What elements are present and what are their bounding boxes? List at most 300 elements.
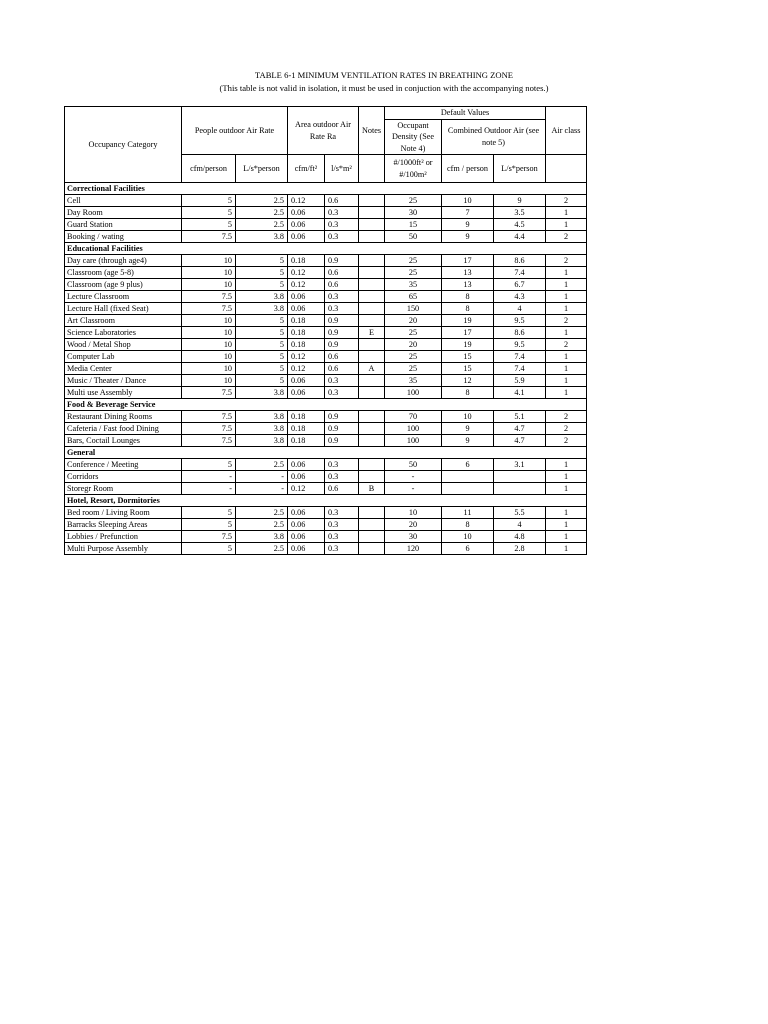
- section-header-row: [65, 495, 587, 507]
- header-unit-cfm-ft2: cfm/ft²: [288, 155, 325, 183]
- cell-combined-cfm: [442, 483, 494, 495]
- cell-combined-ls: 9.5: [494, 315, 546, 327]
- cell-cfm-ft2: 0.06: [288, 507, 325, 519]
- cell-combined-ls: 3.5: [494, 207, 546, 219]
- cell-cfm-person: 10: [182, 339, 236, 351]
- cell-air-class: 1: [546, 363, 587, 375]
- cell-ls-person: -: [236, 483, 288, 495]
- cell-combined-cfm: 9: [442, 231, 494, 243]
- cell-ls-person: 5: [236, 255, 288, 267]
- cell-ls-person: 3.8: [236, 291, 288, 303]
- table-row: [65, 375, 587, 387]
- cell-cfm-person: 7.5: [182, 291, 236, 303]
- section-header-row: [65, 183, 587, 195]
- cell-cfm-person: 7.5: [182, 423, 236, 435]
- cell-cfm-person: -: [182, 471, 236, 483]
- table-row: [65, 531, 587, 543]
- cell-cfm-person: 5: [182, 459, 236, 471]
- cell-ls-person: -: [236, 471, 288, 483]
- cell-ls-m2: 0.3: [325, 231, 359, 243]
- cell-cfm-ft2: 0.06: [288, 459, 325, 471]
- cell-combined-cfm: [442, 471, 494, 483]
- cell-category: Classroom (age 9 plus): [65, 279, 182, 291]
- cell-combined-ls: [494, 483, 546, 495]
- cell-note: [359, 255, 385, 267]
- cell-combined-ls: 4: [494, 519, 546, 531]
- cell-cfm-ft2: 0.06: [288, 291, 325, 303]
- cell-note: B: [359, 483, 385, 495]
- cell-air-class: 1: [546, 219, 587, 231]
- cell-note: [359, 459, 385, 471]
- cell-cfm-ft2: 0.06: [288, 231, 325, 243]
- cell-density: 70: [385, 411, 442, 423]
- cell-density: 15: [385, 219, 442, 231]
- cell-cfm-person: 5: [182, 543, 236, 555]
- cell-air-class: 1: [546, 267, 587, 279]
- cell-ls-person: 5: [236, 375, 288, 387]
- cell-cfm-ft2: 0.18: [288, 435, 325, 447]
- cell-density: 65: [385, 291, 442, 303]
- cell-category: Multi use Assembly: [65, 387, 182, 399]
- cell-combined-ls: 9: [494, 195, 546, 207]
- cell-cfm-person: 5: [182, 219, 236, 231]
- table-row: [65, 195, 587, 207]
- cell-cfm-ft2: 0.06: [288, 543, 325, 555]
- cell-air-class: 2: [546, 411, 587, 423]
- cell-category: Cafeteria / Fast food Dining: [65, 423, 182, 435]
- cell-air-class: 1: [546, 471, 587, 483]
- cell-combined-cfm: 6: [442, 459, 494, 471]
- header-combined-outdoor-air: Combined Outdoor Air (see note 5): [442, 119, 546, 155]
- cell-air-class: 1: [546, 327, 587, 339]
- cell-category: Lecture Hall (fixed Seat): [65, 303, 182, 315]
- table-body: [65, 183, 587, 555]
- cell-density: 150: [385, 303, 442, 315]
- cell-air-class: 2: [546, 231, 587, 243]
- cell-cfm-ft2: 0.12: [288, 267, 325, 279]
- header-occupancy-category: Occupancy Category: [65, 107, 182, 183]
- cell-cfm-person: 7.5: [182, 411, 236, 423]
- cell-ls-person: 5: [236, 363, 288, 375]
- cell-category: Day care (through age4): [65, 255, 182, 267]
- cell-air-class: 2: [546, 339, 587, 351]
- cell-combined-cfm: 11: [442, 507, 494, 519]
- cell-note: [359, 315, 385, 327]
- table-row: [65, 471, 587, 483]
- cell-note: [359, 531, 385, 543]
- cell-ls-m2: 0.9: [325, 411, 359, 423]
- cell-ls-m2: 0.3: [325, 519, 359, 531]
- cell-air-class: 2: [546, 195, 587, 207]
- cell-category: Science Laboratories: [65, 327, 182, 339]
- cell-ls-person: 5: [236, 267, 288, 279]
- cell-category: Computer Lab: [65, 351, 182, 363]
- cell-air-class: 1: [546, 483, 587, 495]
- cell-cfm-person: 5: [182, 207, 236, 219]
- cell-density: -: [385, 483, 442, 495]
- header-air-class: Air class: [546, 107, 587, 155]
- header-unit-air-class-blank: [546, 155, 587, 183]
- cell-ls-m2: 0.9: [325, 327, 359, 339]
- cell-combined-cfm: 8: [442, 387, 494, 399]
- cell-combined-ls: 7.4: [494, 363, 546, 375]
- header-unit-ls-m2: l/s*m²: [325, 155, 359, 183]
- cell-ls-person: 3.8: [236, 531, 288, 543]
- table-row: [65, 279, 587, 291]
- table-row: [65, 303, 587, 315]
- cell-density: 100: [385, 423, 442, 435]
- header-area-outdoor-air-rate: Area outdoor Air Rate Ra: [288, 107, 359, 155]
- table-row: [65, 459, 587, 471]
- table-subtitle: (This table is not valid in isolation, it must be used in conjuction with the accompanying notes.): [219, 83, 549, 93]
- table-row: [65, 435, 587, 447]
- cell-ls-m2: 0.3: [325, 531, 359, 543]
- cell-ls-m2: 0.3: [325, 471, 359, 483]
- cell-ls-person: 5: [236, 339, 288, 351]
- cell-category: Wood / Metal Shop: [65, 339, 182, 351]
- cell-cfm-ft2: 0.12: [288, 363, 325, 375]
- cell-density: 25: [385, 363, 442, 375]
- cell-cfm-ft2: 0.06: [288, 375, 325, 387]
- cell-cfm-person: 7.5: [182, 531, 236, 543]
- cell-ls-m2: 0.9: [325, 339, 359, 351]
- cell-note: E: [359, 327, 385, 339]
- cell-category: Conference / Meeting: [65, 459, 182, 471]
- cell-combined-cfm: 13: [442, 267, 494, 279]
- cell-category: Music / Theater / Dance: [65, 375, 182, 387]
- cell-cfm-ft2: 0.18: [288, 315, 325, 327]
- cell-ls-m2: 0.3: [325, 291, 359, 303]
- cell-combined-cfm: 7: [442, 207, 494, 219]
- table-row: [65, 363, 587, 375]
- cell-note: [359, 423, 385, 435]
- cell-air-class: 2: [546, 435, 587, 447]
- cell-combined-cfm: 15: [442, 351, 494, 363]
- cell-density: -: [385, 471, 442, 483]
- cell-cfm-ft2: 0.06: [288, 519, 325, 531]
- header-people-outdoor-air-rate: People outdoor Air Rate: [182, 107, 288, 155]
- cell-combined-cfm: 13: [442, 279, 494, 291]
- cell-air-class: 1: [546, 519, 587, 531]
- header-unit-cfm-person-combined: cfm / person: [442, 155, 494, 183]
- cell-cfm-person: 10: [182, 363, 236, 375]
- cell-cfm-ft2: 0.06: [288, 303, 325, 315]
- cell-combined-cfm: 9: [442, 423, 494, 435]
- cell-ls-m2: 0.3: [325, 219, 359, 231]
- cell-combined-cfm: 15: [442, 363, 494, 375]
- cell-category: Lobbies / Prefunction: [65, 531, 182, 543]
- table-row: [65, 423, 587, 435]
- cell-ls-m2: 0.6: [325, 483, 359, 495]
- cell-category: Art Classroom: [65, 315, 182, 327]
- cell-density: 35: [385, 279, 442, 291]
- cell-note: [359, 291, 385, 303]
- cell-cfm-person: -: [182, 483, 236, 495]
- cell-combined-cfm: 19: [442, 315, 494, 327]
- cell-category: Barracks Sleeping Areas: [65, 519, 182, 531]
- cell-ls-m2: 0.6: [325, 351, 359, 363]
- cell-ls-person: 2.5: [236, 519, 288, 531]
- cell-ls-person: 3.8: [236, 387, 288, 399]
- cell-cfm-ft2: 0.06: [288, 219, 325, 231]
- cell-note: [359, 387, 385, 399]
- cell-ls-person: 3.8: [236, 303, 288, 315]
- cell-cfm-ft2: 0.06: [288, 471, 325, 483]
- header-notes: Notes: [359, 107, 385, 155]
- cell-density: 100: [385, 435, 442, 447]
- cell-combined-cfm: 9: [442, 435, 494, 447]
- cell-note: [359, 471, 385, 483]
- header-unit-density: #/1000ft² or #/100m²: [385, 155, 442, 183]
- cell-note: [359, 303, 385, 315]
- cell-air-class: 1: [546, 279, 587, 291]
- cell-ls-person: 5: [236, 315, 288, 327]
- cell-combined-ls: 4.7: [494, 423, 546, 435]
- cell-combined-cfm: 12: [442, 375, 494, 387]
- cell-note: [359, 279, 385, 291]
- header-unit-ls-person-combined: L/s*person: [494, 155, 546, 183]
- cell-cfm-person: 5: [182, 195, 236, 207]
- cell-category: Day Room: [65, 207, 182, 219]
- cell-density: 120: [385, 543, 442, 555]
- cell-air-class: 1: [546, 303, 587, 315]
- table-row: [65, 231, 587, 243]
- cell-density: 25: [385, 351, 442, 363]
- cell-note: [359, 375, 385, 387]
- cell-air-class: 1: [546, 291, 587, 303]
- cell-cfm-person: 10: [182, 327, 236, 339]
- table-row: [65, 327, 587, 339]
- section-header-row: [65, 399, 587, 411]
- cell-cfm-ft2: 0.18: [288, 255, 325, 267]
- cell-category: Bed room / Living Room: [65, 507, 182, 519]
- cell-cfm-person: 7.5: [182, 435, 236, 447]
- cell-combined-cfm: 6: [442, 543, 494, 555]
- cell-air-class: 2: [546, 423, 587, 435]
- cell-cfm-person: 10: [182, 351, 236, 363]
- cell-ls-m2: 0.3: [325, 543, 359, 555]
- cell-ls-m2: 0.9: [325, 315, 359, 327]
- cell-density: 35: [385, 375, 442, 387]
- cell-air-class: 1: [546, 351, 587, 363]
- table-row: [65, 507, 587, 519]
- cell-ls-person: 3.8: [236, 435, 288, 447]
- cell-combined-cfm: 10: [442, 411, 494, 423]
- cell-combined-ls: 4: [494, 303, 546, 315]
- cell-ls-person: 2.5: [236, 207, 288, 219]
- cell-note: [359, 507, 385, 519]
- cell-ls-m2: 0.3: [325, 459, 359, 471]
- cell-combined-ls: 4.1: [494, 387, 546, 399]
- cell-category: Media Center: [65, 363, 182, 375]
- table-row: [65, 411, 587, 423]
- cell-cfm-ft2: 0.12: [288, 483, 325, 495]
- cell-ls-person: 2.5: [236, 543, 288, 555]
- header-unit-notes-blank: [359, 155, 385, 183]
- cell-density: 25: [385, 255, 442, 267]
- cell-density: 20: [385, 339, 442, 351]
- cell-ls-m2: 0.9: [325, 423, 359, 435]
- cell-category: Bars, Coctail Lounges: [65, 435, 182, 447]
- cell-air-class: 1: [546, 207, 587, 219]
- cell-combined-cfm: 8: [442, 303, 494, 315]
- cell-combined-ls: 5.9: [494, 375, 546, 387]
- cell-combined-ls: 9.5: [494, 339, 546, 351]
- header-unit-ls-person: L/s*person: [236, 155, 288, 183]
- cell-air-class: 1: [546, 543, 587, 555]
- cell-combined-ls: 5.1: [494, 411, 546, 423]
- cell-air-class: 1: [546, 531, 587, 543]
- cell-density: 10: [385, 507, 442, 519]
- cell-ls-person: 3.8: [236, 231, 288, 243]
- table-row: [65, 315, 587, 327]
- cell-combined-cfm: 8: [442, 519, 494, 531]
- cell-combined-cfm: 8: [442, 291, 494, 303]
- cell-cfm-person: 10: [182, 255, 236, 267]
- cell-air-class: 1: [546, 375, 587, 387]
- table-row: [65, 483, 587, 495]
- section-header: Correctional Facilities: [65, 183, 587, 195]
- cell-density: 20: [385, 315, 442, 327]
- table-row: [65, 519, 587, 531]
- cell-combined-ls: [494, 471, 546, 483]
- cell-note: [359, 195, 385, 207]
- cell-cfm-ft2: 0.18: [288, 327, 325, 339]
- cell-combined-ls: 4.8: [494, 531, 546, 543]
- cell-note: [359, 267, 385, 279]
- cell-air-class: 2: [546, 315, 587, 327]
- cell-cfm-person: 10: [182, 279, 236, 291]
- cell-cfm-person: 7.5: [182, 303, 236, 315]
- cell-combined-ls: 4.7: [494, 435, 546, 447]
- cell-cfm-ft2: 0.18: [288, 411, 325, 423]
- cell-ls-m2: 0.3: [325, 207, 359, 219]
- ventilation-rates-table: [64, 106, 587, 555]
- cell-category: Guard Station: [65, 219, 182, 231]
- header-occupant-density: Occupant Density (See Note 4): [385, 119, 442, 155]
- cell-combined-ls: 8.6: [494, 327, 546, 339]
- cell-note: [359, 543, 385, 555]
- cell-ls-m2: 0.6: [325, 279, 359, 291]
- cell-category: Classroom (age 5-8): [65, 267, 182, 279]
- cell-note: [359, 231, 385, 243]
- cell-ls-person: 3.8: [236, 411, 288, 423]
- cell-category: Booking / wating: [65, 231, 182, 243]
- cell-combined-ls: 4.3: [494, 291, 546, 303]
- cell-ls-m2: 0.3: [325, 303, 359, 315]
- cell-density: 25: [385, 267, 442, 279]
- cell-note: [359, 339, 385, 351]
- cell-air-class: 1: [546, 459, 587, 471]
- cell-ls-m2: 0.6: [325, 267, 359, 279]
- cell-density: 100: [385, 387, 442, 399]
- section-header-row: [65, 243, 587, 255]
- cell-note: [359, 219, 385, 231]
- cell-density: 25: [385, 195, 442, 207]
- cell-combined-cfm: 9: [442, 219, 494, 231]
- cell-combined-ls: 4.5: [494, 219, 546, 231]
- cell-air-class: 2: [546, 255, 587, 267]
- cell-combined-ls: 6.7: [494, 279, 546, 291]
- cell-ls-person: 2.5: [236, 219, 288, 231]
- cell-category: Multi Purpose Assembly: [65, 543, 182, 555]
- cell-combined-ls: 8.6: [494, 255, 546, 267]
- cell-cfm-person: 5: [182, 519, 236, 531]
- cell-cfm-ft2: 0.12: [288, 195, 325, 207]
- cell-note: [359, 435, 385, 447]
- header-default-values: Default Values: [385, 107, 546, 120]
- table-title: TABLE 6-1 MINIMUM VENTILATION RATES IN BREATHING ZONE: [254, 70, 514, 80]
- cell-combined-ls: 3.1: [494, 459, 546, 471]
- section-header: Educational Facilities: [65, 243, 587, 255]
- cell-ls-person: 2.5: [236, 507, 288, 519]
- table-row: [65, 267, 587, 279]
- cell-note: [359, 411, 385, 423]
- cell-ls-person: 2.5: [236, 195, 288, 207]
- cell-ls-m2: 0.9: [325, 435, 359, 447]
- cell-density: 30: [385, 207, 442, 219]
- section-header: Hotel, Resort, Dormitories: [65, 495, 587, 507]
- table-row: [65, 543, 587, 555]
- table-row: [65, 387, 587, 399]
- cell-combined-cfm: 17: [442, 255, 494, 267]
- cell-ls-person: 5: [236, 351, 288, 363]
- cell-density: 30: [385, 531, 442, 543]
- cell-combined-ls: 7.4: [494, 267, 546, 279]
- cell-cfm-ft2: 0.06: [288, 387, 325, 399]
- table-row: [65, 219, 587, 231]
- cell-ls-m2: 0.9: [325, 255, 359, 267]
- cell-density: 50: [385, 459, 442, 471]
- cell-cfm-ft2: 0.12: [288, 279, 325, 291]
- cell-cfm-ft2: 0.18: [288, 339, 325, 351]
- cell-note: [359, 207, 385, 219]
- cell-cfm-person: 10: [182, 315, 236, 327]
- cell-density: 20: [385, 519, 442, 531]
- cell-note: A: [359, 363, 385, 375]
- cell-ls-m2: 0.6: [325, 363, 359, 375]
- cell-combined-cfm: 10: [442, 531, 494, 543]
- cell-ls-person: 3.8: [236, 423, 288, 435]
- cell-combined-cfm: 19: [442, 339, 494, 351]
- cell-note: [359, 519, 385, 531]
- section-header-row: [65, 447, 587, 459]
- table-row: [65, 255, 587, 267]
- header-unit-cfm-person: cfm/person: [182, 155, 236, 183]
- cell-combined-cfm: 17: [442, 327, 494, 339]
- cell-category: Cell: [65, 195, 182, 207]
- cell-air-class: 1: [546, 387, 587, 399]
- table-row: [65, 291, 587, 303]
- cell-combined-cfm: 10: [442, 195, 494, 207]
- cell-category: Corridors: [65, 471, 182, 483]
- cell-ls-person: 5: [236, 279, 288, 291]
- cell-category: Storegr Room: [65, 483, 182, 495]
- cell-combined-ls: 2.8: [494, 543, 546, 555]
- cell-ls-person: 5: [236, 327, 288, 339]
- cell-cfm-ft2: 0.06: [288, 531, 325, 543]
- cell-cfm-ft2: 0.06: [288, 207, 325, 219]
- cell-ls-m2: 0.3: [325, 387, 359, 399]
- cell-combined-ls: 5.5: [494, 507, 546, 519]
- cell-cfm-person: 5: [182, 507, 236, 519]
- cell-cfm-person: 10: [182, 375, 236, 387]
- table-row: [65, 339, 587, 351]
- section-header: General: [65, 447, 587, 459]
- cell-air-class: 1: [546, 507, 587, 519]
- table-row: [65, 351, 587, 363]
- table-row: [65, 207, 587, 219]
